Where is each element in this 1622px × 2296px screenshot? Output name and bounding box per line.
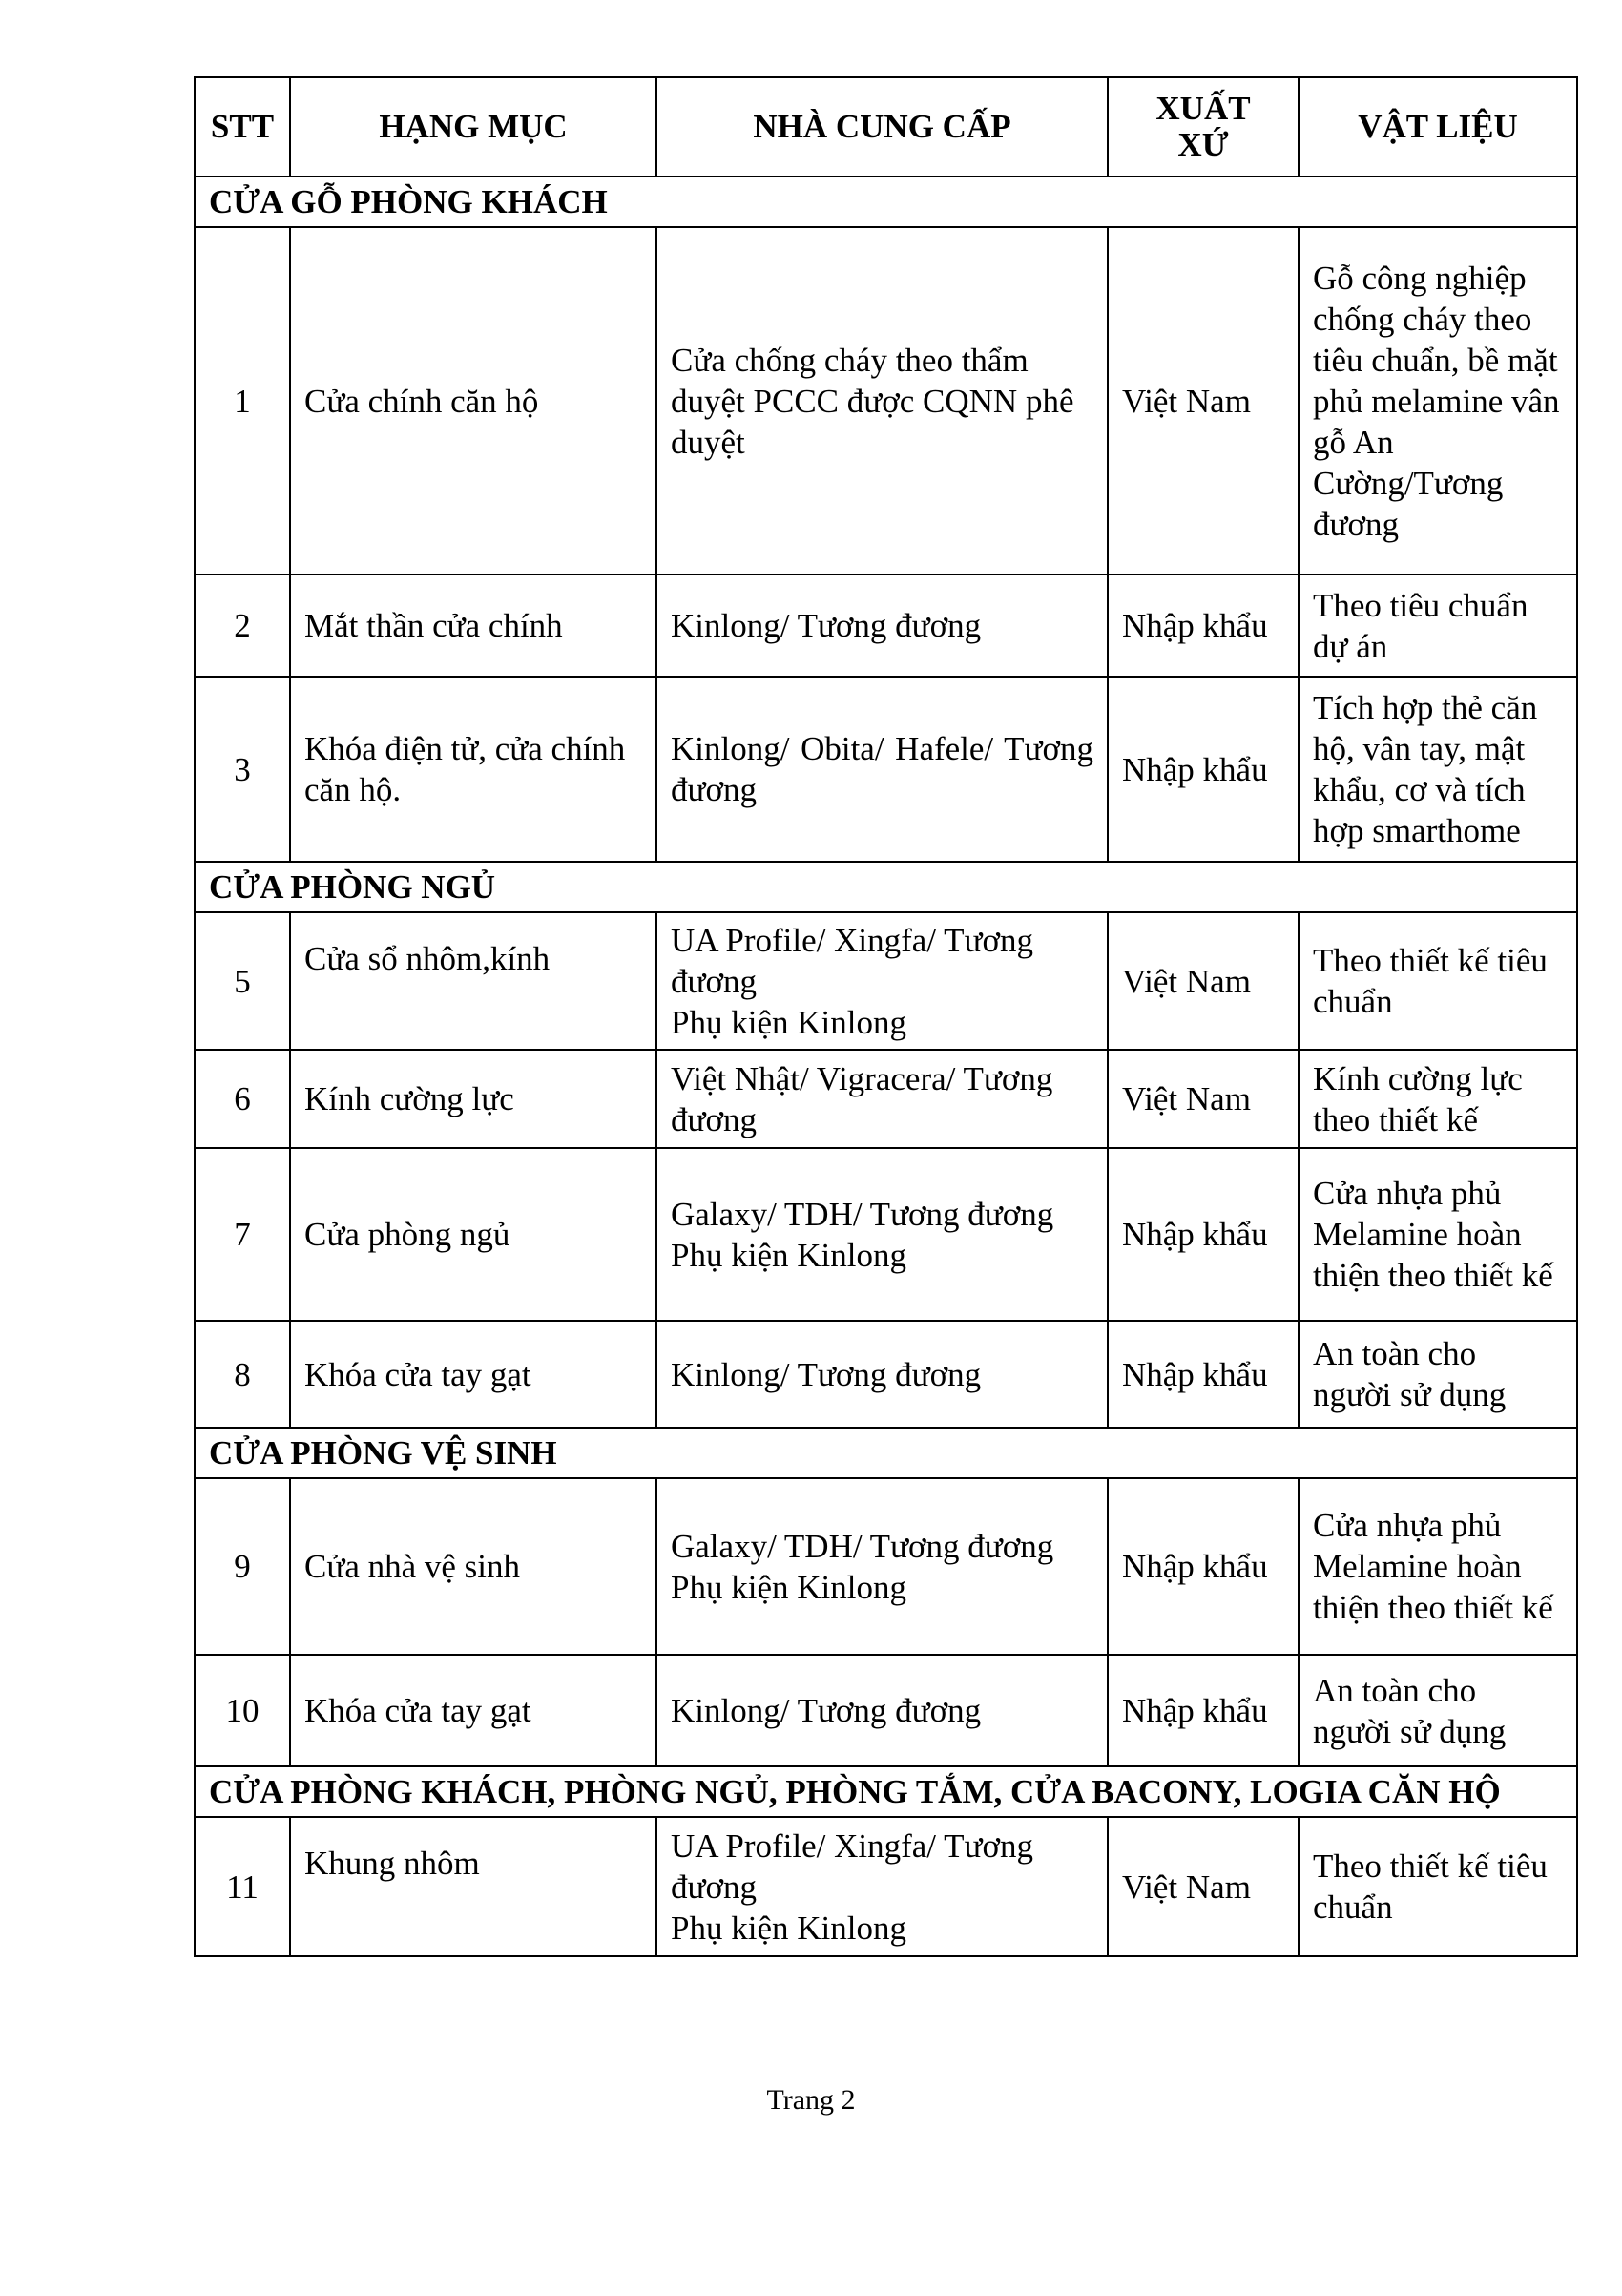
section-row bbox=[195, 1766, 1577, 1817]
cell-material: Kính cường lực theo thiết kế bbox=[1299, 1050, 1577, 1148]
cell-material: Cửa nhựa phủ Melamine hoàn thiện theo thiết kế bbox=[1299, 1478, 1577, 1655]
cell-supplier: Kinlong/ Obita/ Hafele/ Tương đương bbox=[656, 677, 1108, 862]
cell-stt: 8 bbox=[195, 1321, 290, 1428]
table-row bbox=[195, 227, 1577, 574]
cell-origin: Nhập khẩu bbox=[1108, 677, 1299, 862]
table-row bbox=[195, 912, 1577, 1050]
cell-item: Khung nhôm bbox=[290, 1817, 656, 1956]
header-origin: XUẤT XỨ bbox=[1108, 77, 1299, 177]
cell-item: Cửa nhà vệ sinh bbox=[290, 1478, 656, 1655]
cell-item: Cửa phòng ngủ bbox=[290, 1148, 656, 1321]
cell-item: Cửa sổ nhôm,kính bbox=[290, 912, 656, 1050]
table-row bbox=[195, 677, 1577, 862]
section-title: CỬA PHÒNG NGỦ bbox=[195, 862, 1577, 912]
cell-supplier: Galaxy/ TDH/ Tương đương Phụ kiện Kinlong bbox=[656, 1148, 1108, 1321]
cell-item: Mắt thần cửa chính bbox=[290, 574, 656, 677]
section-row bbox=[195, 1428, 1577, 1478]
cell-origin: Nhập khẩu bbox=[1108, 574, 1299, 677]
cell-stt: 5 bbox=[195, 912, 290, 1050]
table-row bbox=[195, 1655, 1577, 1766]
cell-supplier: Kinlong/ Tương đương bbox=[656, 574, 1108, 677]
cell-supplier: UA Profile/ Xingfa/ Tương đương Phụ kiện Kinlong bbox=[656, 1817, 1108, 1956]
cell-origin: Việt Nam bbox=[1108, 912, 1299, 1050]
materials-spec-table bbox=[194, 76, 1578, 1957]
table-row bbox=[195, 1321, 1577, 1428]
page-number: Trang 2 bbox=[766, 2084, 856, 2116]
section-title: CỬA PHÒNG KHÁCH, PHÒNG NGỦ, PHÒNG TẮM, CỬA BACONY, LOGIA CĂN HỘ bbox=[195, 1766, 1577, 1817]
cell-item: Khóa cửa tay gạt bbox=[290, 1321, 656, 1428]
cell-stt: 10 bbox=[195, 1655, 290, 1766]
cell-stt: 9 bbox=[195, 1478, 290, 1655]
cell-supplier: Cửa chống cháy theo thẩm duyệt PCCC được CQNN phê duyệt bbox=[656, 227, 1108, 574]
cell-supplier: Kinlong/ Tương đương bbox=[656, 1321, 1108, 1428]
cell-origin: Việt Nam bbox=[1108, 1050, 1299, 1148]
section-row bbox=[195, 862, 1577, 912]
cell-material: Cửa nhựa phủ Melamine hoàn thiện theo thiết kế bbox=[1299, 1148, 1577, 1321]
cell-item: Khóa điện tử, cửa chính căn hộ. bbox=[290, 677, 656, 862]
header-material: VẬT LIỆU bbox=[1299, 77, 1577, 177]
table-row bbox=[195, 1050, 1577, 1148]
cell-origin: Nhập khẩu bbox=[1108, 1655, 1299, 1766]
section-row bbox=[195, 177, 1577, 227]
cell-stt: 7 bbox=[195, 1148, 290, 1321]
table-header-row bbox=[195, 77, 1577, 177]
cell-stt: 6 bbox=[195, 1050, 290, 1148]
cell-item: Cửa chính căn hộ bbox=[290, 227, 656, 574]
cell-stt: 11 bbox=[195, 1817, 290, 1956]
cell-origin: Nhập khẩu bbox=[1108, 1478, 1299, 1655]
cell-supplier: Việt Nhật/ Vigracera/ Tương đương bbox=[656, 1050, 1108, 1148]
cell-item: Kính cường lực bbox=[290, 1050, 656, 1148]
header-stt: STT bbox=[195, 77, 290, 177]
cell-origin: Việt Nam bbox=[1108, 227, 1299, 574]
cell-supplier: Galaxy/ TDH/ Tương đương Phụ kiện Kinlong bbox=[656, 1478, 1108, 1655]
cell-origin: Nhập khẩu bbox=[1108, 1321, 1299, 1428]
cell-material: Theo thiết kế tiêu chuẩn bbox=[1299, 1817, 1577, 1956]
table-row bbox=[195, 574, 1577, 677]
header-item: HẠNG MỤC bbox=[290, 77, 656, 177]
cell-item: Khóa cửa tay gạt bbox=[290, 1655, 656, 1766]
cell-stt: 1 bbox=[195, 227, 290, 574]
cell-material: Gỗ công nghiệp chống cháy theo tiêu chuẩn, bề mặt phủ melamine vân gỗ An Cường/Tương đương bbox=[1299, 227, 1577, 574]
cell-material: Theo tiêu chuẩn dự án bbox=[1299, 574, 1577, 677]
table-row bbox=[195, 1817, 1577, 1956]
section-title: CỬA GỖ PHÒNG KHÁCH bbox=[195, 177, 1577, 227]
cell-supplier: UA Profile/ Xingfa/ Tương đương Phụ kiện Kinlong bbox=[656, 912, 1108, 1050]
header-supplier: NHÀ CUNG CẤP bbox=[656, 77, 1108, 177]
cell-material: Tích hợp thẻ căn hộ, vân tay, mật khẩu, cơ và tích hợp smarthome bbox=[1299, 677, 1577, 862]
cell-stt: 3 bbox=[195, 677, 290, 862]
table-row bbox=[195, 1148, 1577, 1321]
section-title: CỬA PHÒNG VỆ SINH bbox=[195, 1428, 1577, 1478]
cell-origin: Nhập khẩu bbox=[1108, 1148, 1299, 1321]
cell-origin: Việt Nam bbox=[1108, 1817, 1299, 1956]
cell-material: An toàn cho người sử dụng bbox=[1299, 1321, 1577, 1428]
table-row bbox=[195, 1478, 1577, 1655]
cell-material: An toàn cho người sử dụng bbox=[1299, 1655, 1577, 1766]
cell-supplier: Kinlong/ Tương đương bbox=[656, 1655, 1108, 1766]
cell-material: Theo thiết kế tiêu chuẩn bbox=[1299, 912, 1577, 1050]
cell-stt: 2 bbox=[195, 574, 290, 677]
